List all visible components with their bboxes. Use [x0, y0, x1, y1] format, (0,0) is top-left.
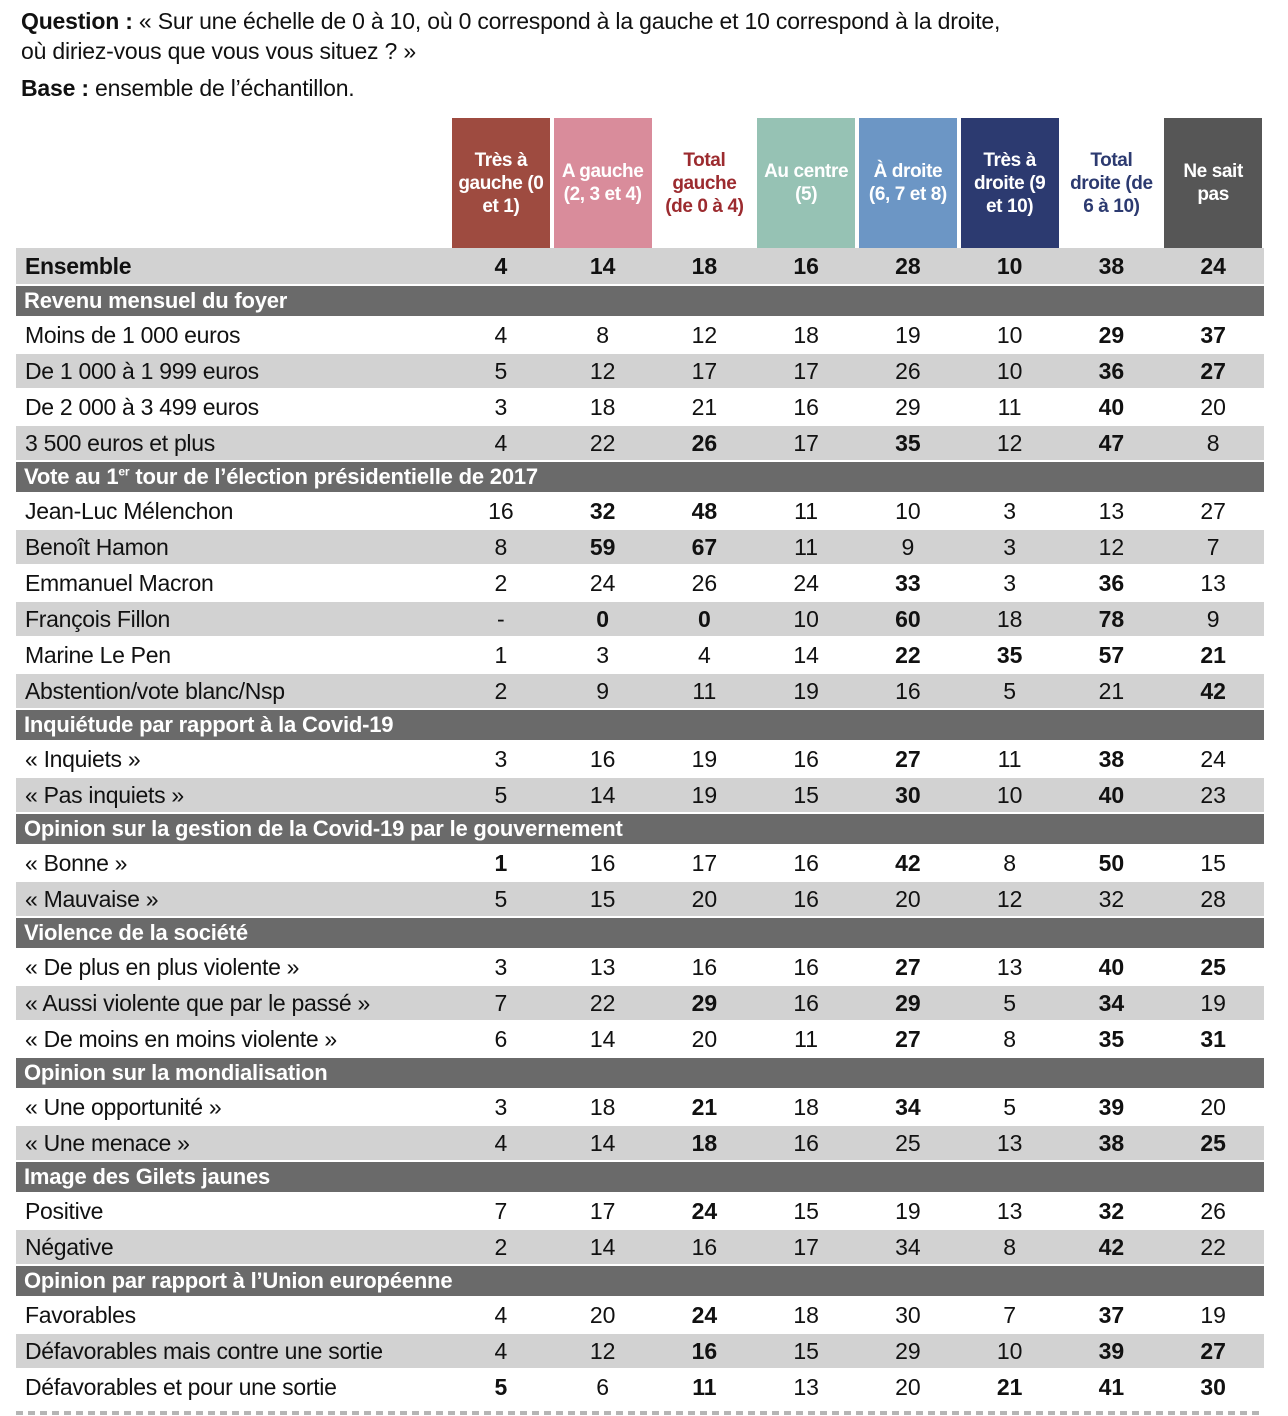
table-row	[16, 494, 1264, 530]
table-row	[16, 846, 1264, 882]
value-cell: 17	[691, 357, 718, 384]
table-row	[16, 1334, 1264, 1370]
value-cell: 8	[1003, 849, 1017, 876]
value-cell: 10	[996, 1337, 1023, 1364]
value-cell: 2	[494, 1233, 508, 1260]
value-cell: 38	[1098, 745, 1125, 772]
value-cell: 10	[793, 605, 819, 632]
section-band-label: Opinion par rapport à l’Union européenne	[24, 1268, 453, 1293]
value-cell: 17	[589, 1197, 616, 1224]
value-cell: 29	[895, 393, 921, 420]
row-label: De 2 000 à 3 499 euros	[25, 393, 259, 420]
value-cell: 5	[494, 1373, 508, 1400]
value-cell: 26	[691, 429, 718, 456]
value-cell: 4	[494, 1301, 508, 1328]
value-cell: 16	[488, 497, 514, 524]
value-cell: 5	[494, 781, 508, 808]
row-label: Benoît Hamon	[25, 533, 169, 560]
section-band	[16, 286, 1264, 318]
value-cell: 16	[895, 677, 921, 704]
value-cell: 12	[1098, 533, 1125, 560]
value-cell: -	[497, 605, 505, 632]
value-cell: 14	[589, 781, 616, 808]
value-cell: 24	[589, 569, 616, 596]
table-row	[16, 882, 1264, 918]
value-cell: 8	[1003, 1025, 1017, 1052]
value-cell: 8	[1003, 1233, 1017, 1260]
value-cell: 18	[691, 1129, 718, 1156]
value-cell: 9	[901, 533, 915, 560]
value-cell: 5	[1003, 989, 1017, 1016]
table-row	[16, 1022, 1264, 1058]
value-cell: 39	[1098, 1337, 1125, 1364]
table-row	[16, 674, 1264, 710]
row-label: Négative	[25, 1233, 114, 1260]
value-cell: 10	[996, 781, 1023, 808]
value-cell: 11	[794, 1025, 819, 1052]
value-cell: 28	[1200, 885, 1226, 912]
value-cell: 14	[589, 1129, 616, 1156]
value-cell: 10	[996, 321, 1023, 348]
value-cell: 29	[1098, 321, 1125, 348]
question-text-part1: « Sur une échelle de 0 à 10, où 0 correspond à la gauche et 10 correspond à la droite,	[132, 8, 1001, 34]
value-cell: 11	[692, 1373, 717, 1400]
column-header-ne-sait-pas: Ne sait pas	[1164, 118, 1262, 248]
base-text: ensemble de l’échantillon.	[88, 75, 355, 101]
value-cell: 24	[1200, 252, 1226, 279]
value-cell: 41	[1098, 1373, 1125, 1400]
value-cell: 6	[596, 1373, 610, 1400]
corner-cell	[16, 118, 450, 248]
table-row	[16, 986, 1264, 1022]
question-label: Question :	[21, 8, 133, 34]
value-cell: 25	[1200, 1129, 1226, 1156]
value-cell: 30	[1200, 1373, 1226, 1400]
value-cell: 5	[494, 885, 508, 912]
value-cell: 15	[793, 781, 819, 808]
band-label-pre: Vote au 1	[24, 464, 119, 489]
table-row	[16, 1194, 1264, 1230]
value-cell: 27	[895, 953, 921, 980]
value-cell: 26	[1200, 1197, 1226, 1224]
table-row	[16, 1370, 1264, 1406]
table-row	[16, 354, 1264, 390]
value-cell: 18	[589, 393, 616, 420]
value-cell: 16	[691, 1233, 718, 1260]
value-cell: 20	[691, 885, 718, 912]
value-cell: 2	[494, 569, 508, 596]
value-cell: 21	[691, 393, 718, 420]
row-label: « Bonne »	[25, 849, 128, 876]
value-cell: 19	[691, 745, 718, 772]
value-cell: 14	[589, 1233, 616, 1260]
value-cell: 59	[589, 533, 616, 560]
value-cell: 7	[494, 1197, 508, 1224]
value-cell: 3	[494, 393, 508, 420]
value-cell: 9	[1206, 605, 1220, 632]
value-cell: 57	[1098, 641, 1125, 668]
value-cell: 3	[1003, 497, 1017, 524]
value-cell: 7	[1003, 1301, 1017, 1328]
value-cell: 13	[996, 1197, 1023, 1224]
value-cell: 13	[996, 953, 1023, 980]
row-label: Abstention/vote blanc/Nsp	[25, 677, 285, 704]
value-cell: 27	[895, 745, 921, 772]
value-cell: 19	[793, 677, 819, 704]
value-cell: 13	[996, 1129, 1023, 1156]
row-label: Marine Le Pen	[25, 641, 171, 668]
table-row	[16, 1298, 1264, 1334]
value-cell: 16	[589, 745, 616, 772]
question-line-2: où diriez-vous que vous vous situez ? »	[21, 38, 416, 64]
value-cell: 16	[691, 1337, 718, 1364]
value-cell: 20	[895, 1373, 921, 1400]
row-label: « De plus en plus violente »	[25, 953, 300, 980]
column-header-tres-a-droite: Très à droite (9 et 10)	[961, 118, 1059, 248]
base-label: Base :	[21, 75, 89, 101]
section-band	[16, 710, 1264, 742]
value-cell: 16	[793, 953, 819, 980]
value-cell: 4	[494, 429, 508, 456]
value-cell: 25	[1200, 953, 1226, 980]
value-cell: 35	[996, 641, 1023, 668]
crosstab-table	[16, 118, 1264, 1406]
value-cell: 14	[589, 252, 616, 279]
value-cell: 5	[1003, 1093, 1017, 1120]
row-label: François Fillon	[25, 605, 171, 632]
value-cell: 0	[697, 605, 711, 632]
value-cell: 2	[494, 677, 508, 704]
value-cell: 21	[1200, 641, 1226, 668]
column-header-a-droite: À droite (6, 7 et 8)	[859, 118, 957, 248]
base-line	[21, 73, 1000, 103]
value-cell: 35	[1098, 1025, 1125, 1052]
value-cell: 38	[1098, 252, 1125, 279]
table-row	[16, 318, 1264, 354]
value-cell: 29	[691, 989, 718, 1016]
band-label-superscript: er	[118, 464, 130, 479]
section-band-label: Revenu mensuel du foyer	[24, 288, 288, 313]
value-cell: 1	[494, 849, 508, 876]
value-cell: 34	[1098, 989, 1125, 1016]
value-cell: 12	[691, 321, 718, 348]
value-cell: 15	[793, 1197, 819, 1224]
value-cell: 35	[895, 429, 921, 456]
value-cell: 16	[793, 252, 819, 279]
value-cell: 27	[1200, 1337, 1226, 1364]
value-cell: 42	[1098, 1233, 1125, 1260]
value-cell: 25	[895, 1129, 921, 1156]
section-band	[16, 1058, 1264, 1090]
intro-text	[21, 6, 1000, 103]
row-label: « Aussi violente que par le passé »	[25, 989, 370, 1016]
value-cell: 16	[793, 393, 819, 420]
column-header-au-centre: Au centre (5)	[757, 118, 855, 248]
value-cell: 16	[793, 885, 819, 912]
row-label: 3 500 euros et plus	[25, 429, 215, 456]
value-cell: 4	[494, 252, 508, 279]
value-cell: 32	[1098, 885, 1125, 912]
value-cell: 10	[895, 497, 921, 524]
value-cell: 3	[1003, 533, 1017, 560]
value-cell: 3	[596, 641, 610, 668]
value-cell: 26	[691, 569, 718, 596]
table-row	[16, 742, 1264, 778]
value-cell: 17	[691, 849, 718, 876]
value-cell: 14	[793, 641, 819, 668]
value-cell: 42	[1200, 677, 1226, 704]
value-cell: 11	[794, 533, 819, 560]
value-cell: 7	[494, 989, 508, 1016]
value-cell: 15	[793, 1337, 819, 1364]
value-cell: 20	[589, 1301, 616, 1328]
row-label: Favorables	[25, 1301, 136, 1328]
value-cell: 15	[1200, 849, 1226, 876]
value-cell: 38	[1098, 1129, 1125, 1156]
value-cell: 36	[1098, 357, 1125, 384]
value-cell: 40	[1098, 393, 1125, 420]
section-band	[16, 918, 1264, 950]
column-headers	[16, 118, 1264, 248]
section-band	[16, 1266, 1264, 1298]
value-cell: 30	[895, 1301, 921, 1328]
value-cell: 16	[793, 1129, 819, 1156]
value-cell: 18	[793, 321, 819, 348]
value-cell: 7	[1206, 533, 1220, 560]
table-row	[16, 390, 1264, 426]
row-label: « De moins en moins violente »	[25, 1025, 337, 1052]
row-label: « Une opportunité »	[25, 1093, 222, 1120]
value-cell: 22	[589, 429, 616, 456]
section-band-label: Inquiétude par rapport à la Covid-19	[24, 712, 394, 737]
band-label-post: tour de l’élection présidentielle de 2017	[129, 464, 538, 489]
value-cell: 8	[1206, 429, 1220, 456]
value-cell: 10	[996, 252, 1023, 279]
value-cell: 3	[494, 953, 508, 980]
value-cell: 19	[895, 321, 921, 348]
value-cell: 28	[895, 252, 921, 279]
value-cell: 14	[589, 1025, 616, 1052]
value-cell: 15	[589, 885, 616, 912]
value-cell: 11	[794, 497, 819, 524]
value-cell: 13	[1098, 497, 1125, 524]
value-cell: 17	[793, 1233, 819, 1260]
table-body	[16, 248, 1264, 1406]
value-cell: 11	[692, 677, 717, 704]
value-cell: 3	[494, 745, 508, 772]
section-band-label	[16, 464, 1264, 490]
section-band	[16, 462, 1264, 494]
cutoff-band	[16, 1411, 1264, 1415]
value-cell: 12	[996, 429, 1023, 456]
column-header-tres-a-gauche: Très à gauche (0 et 1)	[452, 118, 550, 248]
value-cell: 18	[691, 252, 718, 279]
value-cell: 5	[494, 357, 508, 384]
value-cell: 12	[589, 357, 616, 384]
value-cell: 18	[996, 605, 1023, 632]
value-cell: 42	[895, 849, 921, 876]
table-row	[16, 1126, 1264, 1162]
table-row	[16, 566, 1264, 602]
row-label: De 1 000 à 1 999 euros	[25, 357, 259, 384]
table-row	[16, 1090, 1264, 1126]
value-cell: 67	[691, 533, 718, 560]
value-cell: 11	[997, 393, 1022, 420]
section-band-label: Violence de la société	[24, 920, 248, 945]
value-cell: 3	[1003, 569, 1017, 596]
value-cell: 32	[1098, 1197, 1125, 1224]
table-row	[16, 950, 1264, 986]
value-cell: 34	[895, 1093, 921, 1120]
section-band-label: Opinion sur la gestion de la Covid-19 par le gouvernement	[24, 816, 623, 841]
table-row	[16, 638, 1264, 674]
value-cell: 9	[596, 677, 610, 704]
value-cell: 29	[895, 989, 921, 1016]
column-header-a-gauche: A gauche (2, 3 et 4)	[554, 118, 652, 248]
value-cell: 10	[996, 357, 1023, 384]
table-row	[16, 602, 1264, 638]
value-cell: 22	[589, 989, 616, 1016]
value-cell: 23	[1200, 781, 1226, 808]
row-label: « Pas inquiets »	[25, 781, 184, 808]
row-label: Ensemble	[25, 252, 132, 279]
value-cell: 27	[1200, 357, 1226, 384]
value-cell: 27	[1200, 497, 1226, 524]
value-cell: 31	[1200, 1025, 1226, 1052]
value-cell: 24	[1200, 745, 1226, 772]
row-label: Défavorables mais contre une sortie	[25, 1337, 383, 1364]
value-cell: 21	[1098, 677, 1125, 704]
value-cell: 13	[1200, 569, 1226, 596]
value-cell: 22	[895, 641, 921, 668]
value-cell: 20	[1200, 1093, 1226, 1120]
column-header-total-gauche: Total gauche (de 0 à 4)	[656, 118, 754, 248]
value-cell: 19	[691, 781, 718, 808]
value-cell: 29	[895, 1337, 921, 1364]
value-cell: 24	[691, 1301, 718, 1328]
value-cell: 4	[697, 641, 711, 668]
value-cell: 36	[1098, 569, 1125, 596]
row-label: « Mauvaise »	[25, 885, 159, 912]
value-cell: 37	[1200, 321, 1226, 348]
section-band	[16, 1162, 1264, 1194]
table-row	[16, 1230, 1264, 1266]
total-row	[16, 248, 1264, 286]
value-cell: 19	[1200, 1301, 1226, 1328]
value-cell: 17	[793, 429, 819, 456]
value-cell: 19	[1200, 989, 1226, 1016]
value-cell: 60	[895, 605, 921, 632]
row-label: « Inquiets »	[25, 745, 141, 772]
table-row	[16, 778, 1264, 814]
value-cell: 34	[895, 1233, 921, 1260]
value-cell: 26	[895, 357, 921, 384]
row-label: « Une menace »	[25, 1129, 190, 1156]
value-cell: 37	[1098, 1301, 1125, 1328]
value-cell: 20	[691, 1025, 718, 1052]
value-cell: 6	[494, 1025, 508, 1052]
value-cell: 16	[589, 849, 616, 876]
value-cell: 4	[494, 1337, 508, 1364]
table-row	[16, 426, 1264, 462]
value-cell: 39	[1098, 1093, 1125, 1120]
value-cell: 30	[895, 781, 921, 808]
value-cell: 13	[793, 1373, 819, 1400]
row-label: Emmanuel Macron	[25, 569, 214, 596]
value-cell: 27	[895, 1025, 921, 1052]
value-cell: 40	[1098, 953, 1125, 980]
value-cell: 16	[793, 745, 819, 772]
value-cell: 5	[1003, 677, 1017, 704]
value-cell: 16	[691, 953, 718, 980]
value-cell: 20	[895, 885, 921, 912]
value-cell: 16	[793, 849, 819, 876]
value-cell: 1	[494, 641, 508, 668]
table-row	[16, 530, 1264, 566]
value-cell: 24	[793, 569, 819, 596]
value-cell: 78	[1098, 605, 1125, 632]
section-band-label: Opinion sur la mondialisation	[24, 1060, 328, 1085]
row-label: Positive	[25, 1197, 104, 1224]
row-label: Moins de 1 000 euros	[25, 321, 241, 348]
value-cell: 12	[996, 885, 1023, 912]
value-cell: 3	[494, 1093, 508, 1120]
section-band	[16, 814, 1264, 846]
value-cell: 18	[793, 1093, 819, 1120]
value-cell: 21	[691, 1093, 718, 1120]
value-cell: 4	[494, 321, 508, 348]
value-cell: 47	[1098, 429, 1125, 456]
value-cell: 40	[1098, 781, 1125, 808]
value-cell: 50	[1098, 849, 1125, 876]
value-cell: 18	[793, 1301, 819, 1328]
value-cell: 0	[596, 605, 610, 632]
value-cell: 32	[589, 497, 616, 524]
value-cell: 24	[691, 1197, 718, 1224]
question-line-1	[21, 6, 1000, 36]
value-cell: 21	[996, 1373, 1023, 1400]
value-cell: 18	[589, 1093, 616, 1120]
value-cell: 22	[1200, 1233, 1226, 1260]
value-cell: 16	[793, 989, 819, 1016]
value-cell: 12	[589, 1337, 616, 1364]
value-cell: 48	[691, 497, 718, 524]
value-cell: 17	[793, 357, 819, 384]
value-cell: 11	[997, 745, 1022, 772]
value-cell: 4	[494, 1129, 508, 1156]
value-cell: 19	[895, 1197, 921, 1224]
value-cell: 13	[589, 953, 616, 980]
column-header-total-droite: Total droite (de 6 à 10)	[1063, 118, 1161, 248]
row-label: Défavorables et pour une sortie	[25, 1373, 337, 1400]
section-band-label: Image des Gilets jaunes	[24, 1164, 271, 1189]
value-cell: 8	[596, 321, 610, 348]
value-cell: 8	[494, 533, 508, 560]
value-cell: 33	[895, 569, 921, 596]
value-cell: 20	[1200, 393, 1226, 420]
row-label: Jean-Luc Mélenchon	[25, 497, 234, 524]
